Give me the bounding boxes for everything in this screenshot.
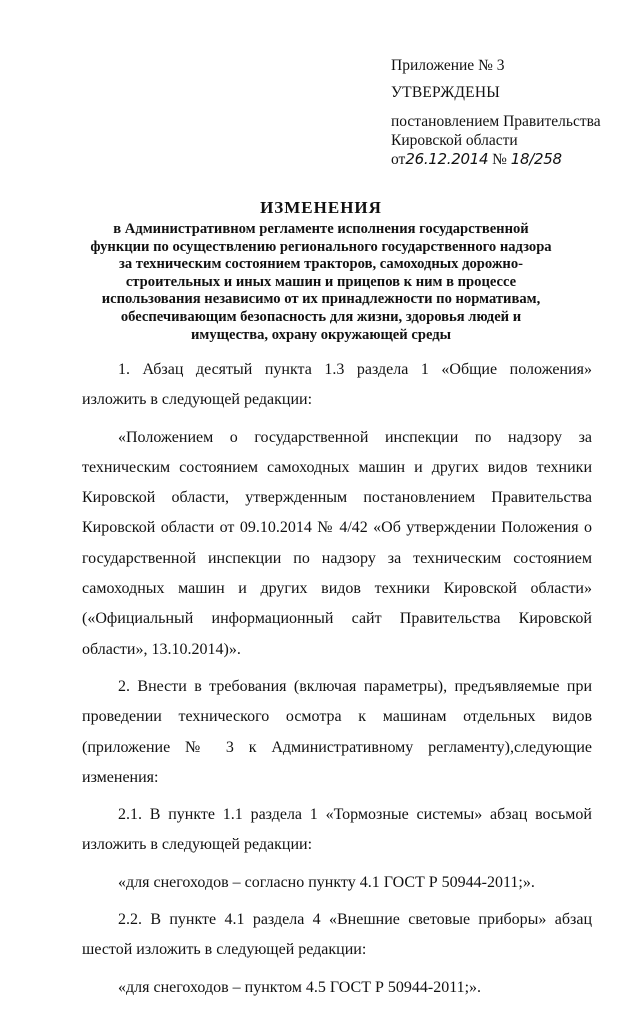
- paragraph-2-2-quote: «для снегоходов – пунктом 4.5 ГОСТ Р 50944-2011;».: [118, 978, 482, 996]
- document-subtitle: в Административном регламенте исполнения государственной функции по осуществлению регионального государственного надзора за техническим состоянием тракторов, самоходных дорожно-строительных и иных машин и прицепов к ним в процессе использования независимо от их принадлежности по нормативам, обеспечивающим безопасность для жизни, здоровья людей и имущества, охрану окружающей среды: [90, 221, 552, 343]
- paragraph-1-quote: «Положением о государственной инспекции по надзору за техническим состоянием самоходных машин и других видов техники Кировской области, утвержденным постановлением Правительства Кировской области от 09.10.2014 № 4/42 «Об утверждении Положения о государственной инспекции по надзору за техническим состоянием самоходных машин и других видов техники Кировской области» («Официальный информационный сайт Правительства Кировской области», 13.10.2014)».: [82, 428, 592, 658]
- number-prefix: №: [492, 151, 507, 168]
- paragraph-2-2: 2.2. В пункте 4.1 раздела 4 «Внешние световые приборы» абзац шестой изложить в следующей редакции:: [82, 911, 592, 959]
- approved-label: УТВЕРЖДЕНЫ: [391, 84, 500, 101]
- date-prefix: от: [391, 151, 406, 168]
- handwritten-number: 18/258: [510, 150, 562, 168]
- decree-date-line: [391, 150, 611, 169]
- handwritten-date: 26.12.2014: [405, 150, 489, 168]
- document-title: ИЗМЕНЕНИЯ: [260, 198, 382, 217]
- decree-line-2: Кировской области: [391, 132, 518, 149]
- paragraph-2-1: 2.1. В пункте 1.1 раздела 1 «Тормозные системы» абзац восьмой изложить в следующей редакции:: [82, 806, 592, 854]
- appendix-header: [391, 56, 611, 169]
- paragraph-1: 1. Абзац десятый пункта 1.3 раздела 1 «Общие положения» изложить в следующей редакции:: [82, 361, 592, 409]
- document-title-block: [82, 197, 560, 344]
- document-body: [82, 355, 592, 1010]
- appendix-number: Приложение № 3: [391, 57, 505, 74]
- decree-line-1: постановлением Правительства: [391, 113, 601, 130]
- paragraph-2-1-quote: «для снегоходов – согласно пункту 4.1 ГОСТ Р 50944-2011;».: [118, 873, 535, 891]
- paragraph-2: 2. Внести в требования (включая параметры), предъявляемые при проведении технического осмотра к машинам отдельных видов (приложение № 3 к Административному регламенту),следующие изменения:: [82, 677, 592, 786]
